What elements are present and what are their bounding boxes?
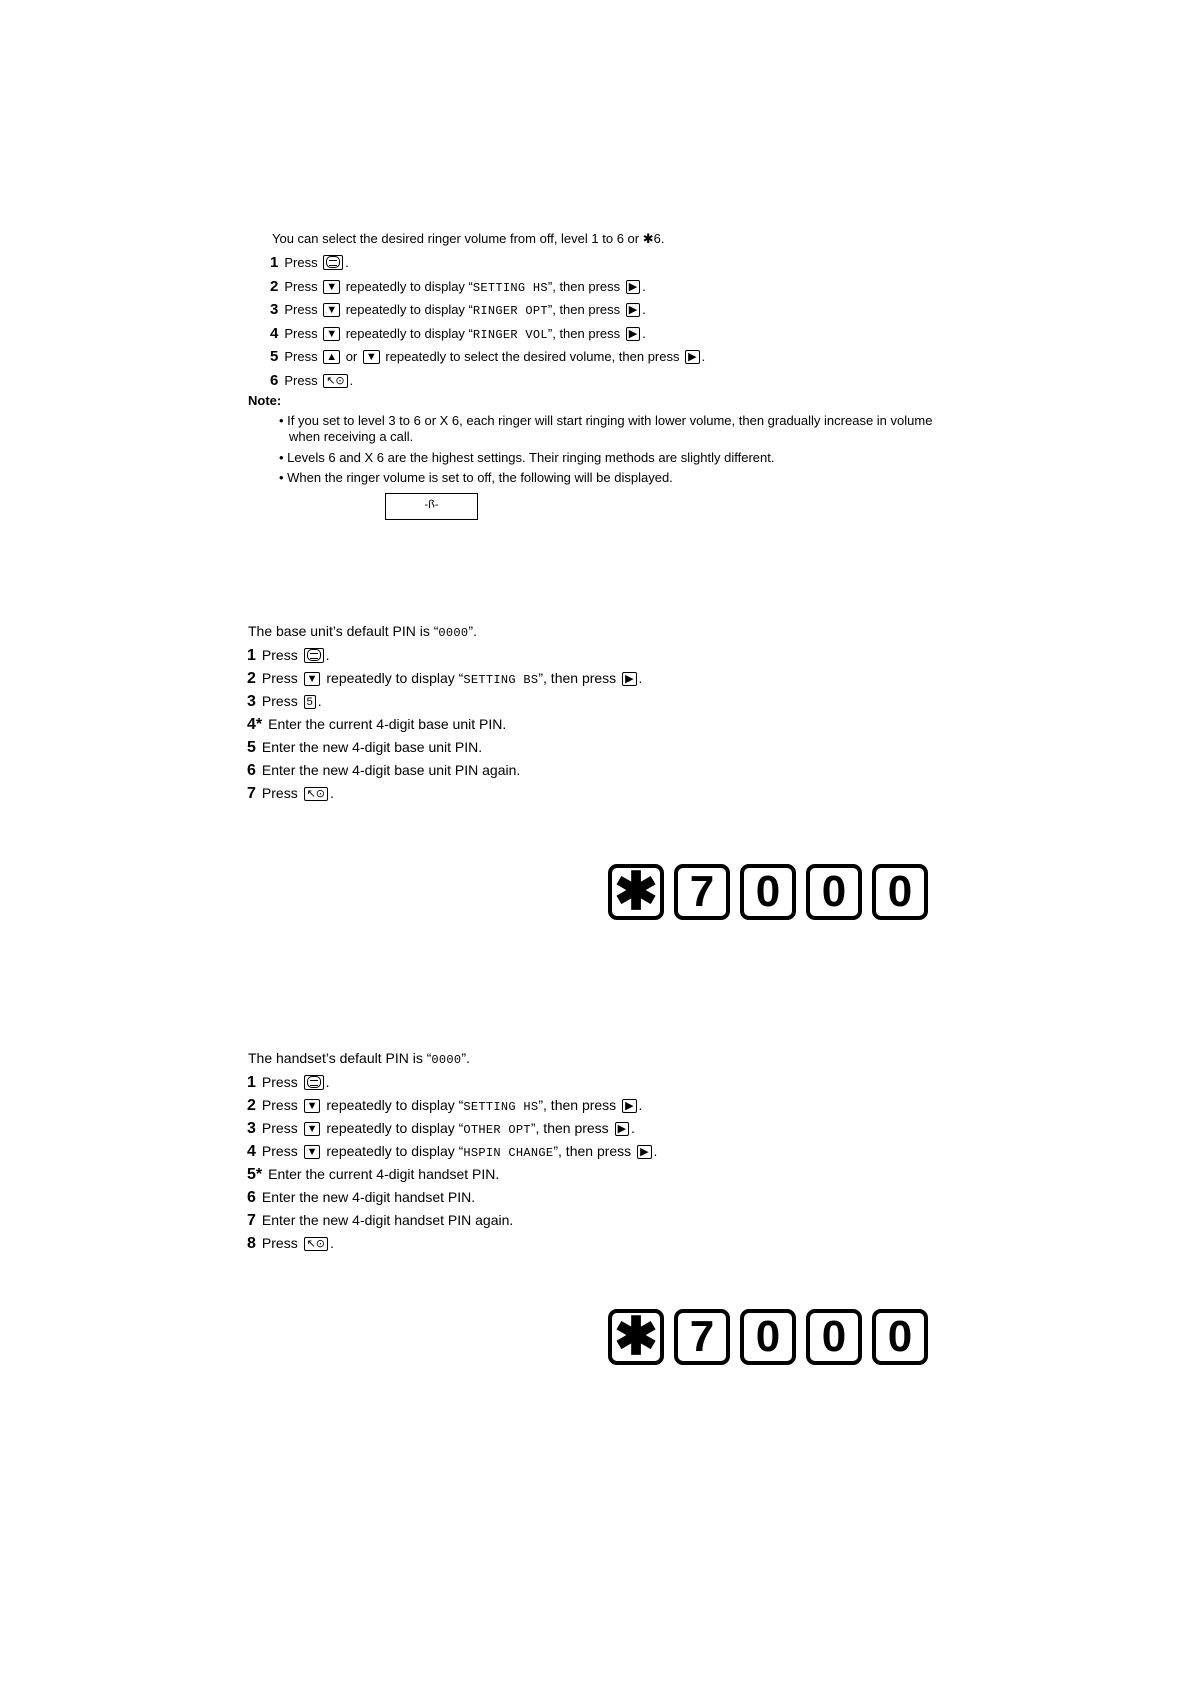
star-key-icon: ✱ [608, 1309, 664, 1365]
step-text: Press [284, 278, 322, 294]
step-number: 4 [270, 324, 279, 342]
down-arrow-key-icon: ▼ [363, 350, 380, 364]
step-text: . [642, 278, 646, 294]
key-5: 5 [304, 695, 316, 709]
off-key-icon: ↖⊙ [304, 787, 328, 801]
step-text: repeatedly to display “ [342, 278, 473, 294]
step-text: Enter the new 4-digit handset PIN again. [261, 1212, 514, 1228]
step-text: ”, then press [538, 670, 621, 686]
display-text: SETTING HS [472, 280, 548, 295]
down-arrow-key-icon: ▼ [323, 303, 340, 317]
step-text: Press [284, 255, 322, 270]
step-4 [270, 326, 646, 343]
step-6 [270, 373, 353, 389]
step-2 [247, 1096, 642, 1116]
step-text: repeatedly to select the desired volume, then press [381, 349, 684, 364]
step-number: 2 [247, 1097, 256, 1114]
step-text: Press [261, 1235, 302, 1251]
step-text: . [642, 325, 646, 341]
step-3 [247, 1119, 635, 1139]
step-number: 1 [247, 647, 256, 664]
step-4 [247, 715, 506, 734]
step-4 [247, 1142, 657, 1162]
step-text: ”, then press [530, 1120, 613, 1136]
step-number: 6 [270, 371, 279, 389]
step-text: . [653, 1143, 658, 1159]
step-text: Enter the new 4-digit base unit PIN again. [261, 762, 521, 778]
step-6 [247, 761, 520, 780]
menu-key-icon [304, 648, 324, 663]
step-1 [247, 646, 329, 665]
step-text: repeatedly to display “ [322, 1120, 464, 1136]
right-arrow-key-icon: ▶ [622, 1099, 636, 1113]
right-arrow-key-icon: ▶ [622, 672, 636, 686]
step-text: Enter the current 4-digit base unit PIN. [268, 716, 507, 732]
step-text: Press [284, 302, 322, 317]
step-text: Press [261, 1097, 302, 1113]
step-text: ”, then press [547, 325, 624, 341]
step-text: Enter the new 4-digit handset PIN. [261, 1189, 476, 1205]
step-number: 3 [247, 693, 256, 710]
step-text: ”, then press [547, 278, 624, 294]
digit-key-0: 0 [806, 864, 862, 920]
step-number: 6 [247, 762, 256, 779]
step-text: Press [284, 372, 322, 388]
right-arrow-key-icon: ▶ [685, 350, 699, 364]
digit-key-0: 0 [806, 1309, 862, 1365]
step-number: 1 [247, 1074, 256, 1091]
menu-key-icon [323, 255, 343, 270]
handset-pin-intro: The handset’s default PIN is “0000”. [248, 1050, 470, 1067]
step-5 [270, 349, 705, 365]
step-7 [247, 1211, 513, 1230]
step-number: 3 [270, 301, 279, 318]
step-text: Enter the new 4-digit base unit PIN. [261, 739, 483, 755]
step-text: ”, then press [553, 1143, 636, 1159]
digit-key-0: 0 [872, 1309, 928, 1365]
step-5 [247, 738, 482, 757]
right-arrow-key-icon: ▶ [626, 280, 640, 294]
step-text: Press [261, 1074, 302, 1090]
off-key-icon: ↖⊙ [304, 1237, 328, 1251]
step-text: Press [261, 1143, 302, 1159]
step-number: 1 [270, 254, 279, 271]
step-text: . [631, 1120, 635, 1136]
step-text: . [325, 647, 330, 663]
down-arrow-key-icon: ▼ [304, 1099, 321, 1113]
step-text: . [325, 1074, 330, 1090]
base-pin-keypad-sequence [608, 864, 928, 920]
step-5 [247, 1165, 499, 1184]
step-3 [270, 302, 646, 319]
step-number: 5 [270, 348, 279, 365]
digit-key-0: 0 [740, 864, 796, 920]
step-text: repeatedly to display “ [322, 1143, 464, 1159]
step-text: Press [261, 693, 302, 709]
up-arrow-key-icon: ▲ [323, 350, 340, 364]
digit-key-7: 7 [674, 864, 730, 920]
display-text: RINGER OPT [472, 304, 548, 318]
step-text: . [701, 349, 706, 364]
step-text: ”, then press [538, 1097, 621, 1113]
digit-key-0: 0 [872, 864, 928, 920]
step-number: 5* [247, 1166, 263, 1183]
right-arrow-key-icon: ▶ [637, 1145, 651, 1159]
display-text: SETTING BS [463, 673, 539, 687]
star-key-icon: ✱ [608, 864, 664, 920]
digit-key-0: 0 [740, 1309, 796, 1365]
step-text: Press [284, 325, 322, 341]
down-arrow-key-icon: ▼ [304, 1122, 321, 1136]
step-2 [247, 669, 642, 689]
digit-key-7: 7 [674, 1309, 730, 1365]
off-key-icon: ↖⊙ [323, 374, 347, 388]
note-1-cont: when receiving a call. [289, 429, 414, 444]
step-text: . [642, 302, 646, 317]
menu-key-icon [304, 1075, 324, 1090]
display-text: OTHER OPT [463, 1123, 531, 1137]
step-8 [247, 1234, 334, 1253]
display-text: RINGER VOL [472, 327, 548, 342]
step-text: . [330, 1235, 334, 1251]
note-2: • Levels 6 and X 6 are the highest settings. Their ringing methods are slightly different. [279, 450, 775, 465]
step-text: Press [261, 670, 302, 686]
step-text: repeatedly to display “ [322, 670, 464, 686]
right-arrow-key-icon: ▶ [626, 303, 640, 317]
right-arrow-key-icon: ▶ [626, 327, 640, 341]
step-number: 7 [247, 1212, 256, 1229]
step-number: 2 [247, 670, 256, 687]
step-text: repeatedly to display “ [342, 325, 473, 341]
down-arrow-key-icon: ▼ [323, 327, 340, 341]
default-pin-code: 0000 [438, 626, 469, 640]
down-arrow-key-icon: ▼ [304, 1145, 321, 1159]
handset-pin-keypad-sequence [608, 1309, 928, 1365]
step-number: 8 [247, 1235, 256, 1252]
step-text: Press [261, 785, 302, 801]
default-pin-code: 0000 [431, 1053, 462, 1067]
step-7 [247, 784, 334, 803]
lcd-display: ‐ꟗ‐ [385, 493, 478, 520]
step-text: . [330, 785, 334, 801]
step-number: 4* [247, 716, 263, 733]
step-text: . [345, 255, 349, 270]
display-text: SETTING HS [463, 1100, 539, 1114]
step-1 [247, 1073, 329, 1092]
down-arrow-key-icon: ▼ [304, 672, 321, 686]
step-text: Press [284, 349, 322, 364]
display-text: HSPIN CHANGE [463, 1146, 554, 1160]
step-text: repeatedly to display “ [342, 302, 473, 317]
step-number: 5 [247, 739, 256, 756]
step-number: 4 [247, 1143, 256, 1160]
down-arrow-key-icon: ▼ [323, 280, 340, 294]
step-1 [270, 255, 349, 271]
step-2 [270, 279, 646, 296]
step-text: . [638, 670, 643, 686]
step-text: . [638, 1097, 643, 1113]
step-text: or [342, 349, 361, 364]
step-number: 7 [247, 785, 256, 802]
step-text: Press [261, 1120, 302, 1136]
step-number: 2 [270, 277, 279, 295]
step-text: Enter the current 4-digit handset PIN. [268, 1166, 500, 1182]
ringer-intro: You can select the desired ringer volume from off, level 1 to 6 or ✱6. [272, 231, 665, 246]
step-number: 6 [247, 1189, 256, 1206]
base-pin-intro: The base unit’s default PIN is “0000”. [248, 623, 477, 640]
note-label: Note: [248, 393, 282, 408]
step-text: ”, then press [547, 302, 624, 317]
step-text: . [349, 372, 354, 388]
step-text: Press [261, 647, 302, 663]
step-6 [247, 1188, 475, 1207]
step-text: . [317, 693, 322, 709]
right-arrow-key-icon: ▶ [615, 1122, 629, 1136]
note-3: • When the ringer volume is set to off, the following will be displayed. [279, 470, 673, 485]
step-3 [247, 692, 322, 711]
note-1: • If you set to level 3 to 6 or X 6, each ringer will start ringing with lower volume, then gradually increase in volume [279, 413, 933, 428]
step-text: repeatedly to display “ [322, 1097, 464, 1113]
step-number: 3 [247, 1120, 256, 1137]
